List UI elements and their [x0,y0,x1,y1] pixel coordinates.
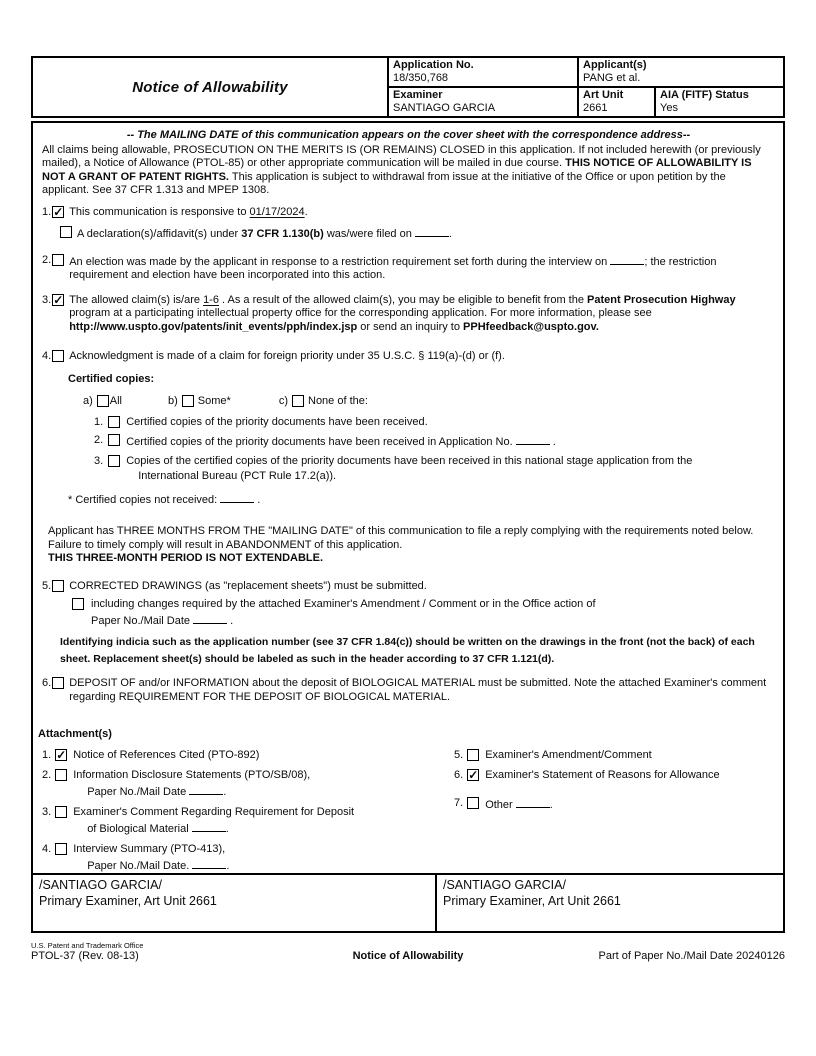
attachment-5-number: 5. [454,748,464,761]
attachment-2-text [73,769,454,799]
item-3-run-4: or send an inquiry to [357,320,464,333]
certified-sub-2 [42,434,775,450]
attachment-2 [42,769,454,799]
checkbox-attachment-6[interactable]: ✓ [468,768,479,782]
checkbox-attachment-5[interactable] [467,749,479,761]
item-1 [42,206,775,220]
blank-line [220,492,254,503]
item-5-sub [42,598,775,628]
certified-copies-label: Certified copies: [68,372,155,385]
item-4-text: Acknowledgment is made of a claim for foreign priority under 35 U.S.C. § 119(a)-(d) or (f). [69,350,505,362]
certified-sub-2-number: 2. [94,434,104,446]
checkbox-certified-sub-2[interactable] [108,434,120,446]
item-1-sub [42,226,775,242]
item-1-sub-run-1: A declaration(s)/affidavit(s) under [77,228,242,240]
checkbox-certified-all[interactable] [97,395,109,407]
certified-option-some [168,395,231,409]
identifying-indicia-note: Identifying indicia such as the application number (see 37 CFR 1.84(c)) should be written on the drawings in the front (not the back) of each sheet. Replacement sheet(s) should be labeled as such in the header according to 37 CFR 1.121(d). [60,636,755,665]
attachment-4-line-1: Interview Summary (PTO-413), [73,843,226,855]
checkbox-item-3[interactable]: ✓ [53,292,64,307]
certified-sub-1-number: 1. [94,415,104,428]
form-title: Notice of Allowability [132,78,288,96]
attachment-7-text [485,797,775,813]
certified-sub-2-run-1: Certified copies of the priority documents have been received in Application No. [126,436,516,448]
application-no-cell [389,58,579,86]
examiner-value: SANTIAGO GARCIA [393,102,496,114]
blank-line [415,226,449,237]
item-2 [42,254,775,283]
certified-abc-row [42,395,775,409]
attachment-7-run-2: . [549,798,553,811]
checkbox-attachment-1[interactable]: ✓ [56,747,67,762]
checkbox-item-4[interactable] [52,350,64,362]
attachment-7-run-1: Other [485,798,516,811]
item-1-run-2: . [304,205,308,218]
item-3 [42,294,775,335]
examiner-cell [389,88,579,116]
blank-line [193,613,227,624]
header-row-2 [389,88,783,116]
attachments-heading: Attachment(s) [38,728,112,740]
item-5-sub-line-2-run-1: Paper No./Mail Date [91,614,194,627]
attachment-7 [454,797,775,813]
item-1-number: 1. [42,205,52,218]
attachment-7-number: 7. [454,796,464,809]
intro-paragraph [42,144,775,198]
item-1-text [69,206,775,220]
form-body [31,121,785,933]
item-5 [42,580,775,594]
three-month-bold: THIS THREE-MONTH PERIOD IS NOT EXTENDABLE. [48,552,324,564]
attachment-3 [42,806,454,836]
checkbox-certified-sub-3[interactable] [108,455,120,467]
checkbox-certified-sub-1[interactable] [108,416,120,428]
signature-box [33,873,783,931]
certified-sub-1-text: Certified copies of the priority documents have been received. [126,415,428,428]
item-2-number: 2. [42,253,52,266]
item-6-number: 6. [42,677,52,689]
application-no-value: 18/350,768 [393,72,449,84]
certified-footnote [42,492,775,508]
attachment-3-line-2 [73,821,454,837]
attachment-2-line-1: Information Disclosure Statements (PTO/SB/08), [73,769,311,781]
attachment-4-line-2-run-2: . [226,859,230,872]
footer-form-number: PTOL-37 (Rev. 08-13) [31,950,139,962]
header-table [31,56,785,118]
certified-sub-3-number: 3. [94,454,104,467]
applicants-label: Applicant(s) [583,59,647,71]
item-2-run-1: An election was made by the applicant in response to a restriction requirement set forth during the interview on [69,255,611,268]
form-title-cell [33,58,389,116]
certified-sub-2-run-2: . [549,436,556,448]
attachment-2-line-2-run-1: Paper No./Mail Date [87,785,190,798]
blank-line [189,784,223,795]
checkbox-item-1[interactable]: ✓ [53,204,64,219]
attachment-1-number: 1. [42,748,52,761]
checkbox-item-5-including[interactable] [72,598,84,610]
item-3-number: 3. [42,293,52,306]
blank-line [610,254,644,265]
allowed-claims: 1-6 [203,293,219,306]
form-sheet [31,56,785,933]
checkbox-attachment-4[interactable] [55,843,67,855]
header-fields [389,58,783,116]
certified-footnote-run-1: * Certified copies not received: [68,493,221,506]
item-3-run-3: program at a participating intellectual property office for the corresponding application. For more information, please see [69,307,652,319]
attachment-5-text: Examiner's Amendment/Comment [485,748,652,761]
certified-sub-3-line-2: International Bureau (PCT Rule 17.2(a)). [138,470,337,482]
intro-run-2: This application is subject to withdrawal from issue at the initiative of the Office or upon petition by the applicant. See 37 CFR 1.313 and MPEP 1308. [42,170,726,196]
footer-paper-no: Part of Paper No./Mail Date 20240126 [598,950,785,962]
attachments-left-column [42,742,454,874]
examiner-label: Examiner [393,89,443,101]
intro-run-1: All claims being allowable, PROSECUTION ON THE MERITS IS (OR REMAINS) CLOSED in this application. If not included herewith (or previously mailed), a Notice of Allowance (PTOL-85) or other appropriate communication will be mailed in due course. [42,143,761,169]
responsive-date: 01/17/2024 [249,205,305,218]
certified-sub-2-text [126,434,775,450]
item-3-text [69,294,775,335]
item-4 [42,350,775,364]
aia-status-cell [656,88,783,116]
item-3-bold-pph: Patent Prosecution Highway [587,293,736,306]
art-unit-cell [579,88,656,116]
page-footer [31,941,785,963]
option-b-label: b) [168,395,178,407]
signature-right-title: Primary Examiner, Art Unit 2661 [443,894,621,908]
certified-sub-3 [42,455,775,484]
blank-line [516,434,550,445]
attachment-3-line-2-run-2: . [225,822,229,835]
item-6-text: DEPOSIT OF and/or INFORMATION about the deposit of BIOLOGICAL MATERIAL must be submitted. Note the attached Examiner's comment regarding REQUIREMENT FOR THE DEPOSIT OF BIOLOGICAL MATERIAL. [69,677,767,703]
item-3-bold-url: http://www.uspto.gov/patents/init_events/pph/index.jsp [69,320,358,333]
mailing-date-note: -- The MAILING DATE of this communication appears on the cover sheet with the correspondence address-- [126,129,691,141]
attachment-3-number: 3. [42,806,52,818]
attachment-4-text [73,843,454,873]
option-b-text: Some* [197,395,231,407]
attachment-4-line-2-run-1: Paper No./Mail Date. [87,859,193,872]
attachment-6 [454,769,775,783]
three-month-paragraph [42,525,775,566]
certified-sub-1 [42,416,775,430]
checkbox-certified-some[interactable] [182,395,194,407]
attachment-5 [454,749,775,763]
attachment-4-number: 4. [42,843,52,855]
attachment-2-line-2-run-2: . [223,785,227,798]
item-5-sub-text [91,598,596,628]
item-1-sub-text [77,226,775,242]
signature-right [437,875,783,931]
blank-line [192,858,226,869]
attachment-4-line-2 [73,858,454,874]
item-1-sub-bold: 37 CFR 1.130(b) [241,228,324,240]
certified-option-none [279,395,368,409]
aia-status-label: AIA (FITF) Status [660,89,749,101]
attachments-right-column [454,742,775,874]
item-3-run-1: The allowed claim(s) is/are [69,293,204,306]
certified-sub-3-text [126,455,775,484]
attachment-1 [42,749,454,763]
option-a-text: All [109,395,123,407]
aia-status-value: Yes [660,102,678,114]
signature-left-title: Primary Examiner, Art Unit 2661 [39,894,217,908]
item-1-sub-run-2: was/were filed on [323,228,415,240]
item-3-run-2: . As a result of the allowed claim(s), you may be eligible to benefit from the [218,293,588,306]
item-3-bold-email: PPHfeedback@uspto.gov. [463,320,599,333]
header-row-1 [389,58,783,88]
item-5-text: CORRECTED DRAWINGS (as "replacement sheets") must be submitted. [69,579,427,592]
applicants-cell [579,58,783,86]
attachment-3-text [73,806,454,836]
item-2-run-2: ; the restriction requirement and election have been incorporated into this action. [69,255,717,281]
attachment-3-line-2-run-1: of Biological Material [87,822,192,835]
item-6 [42,677,775,704]
footer-form-title: Notice of Allowability [352,950,464,962]
attachment-3-line-1: Examiner's Comment Regarding Requirement for Deposit [73,806,355,818]
attachment-2-number: 2. [42,769,52,781]
checkbox-item-1-declaration[interactable] [60,226,72,238]
signature-left-name: /SANTIAGO GARCIA/ [39,878,162,892]
blank-line [516,797,550,808]
application-no-label: Application No. [393,59,474,71]
footer-office: U.S. Patent and Trademark Office [31,941,144,950]
attachment-2-line-2 [73,784,454,800]
item-1-run-1: This communication is responsive to [69,205,250,218]
intro-bold-run: THIS NOTICE OF ALLOWABILITY IS NOT A GRANT OF PATENT RIGHTS. [42,157,752,183]
art-unit-label: Art Unit [583,89,624,101]
certified-footnote-run-2: . [254,493,261,506]
item-1-sub-run-3: . [448,228,452,240]
item-5-sub-line-2 [91,613,596,629]
certified-sub-3-line-1: Copies of the certified copies of the priority documents have been received in this national stage application from the [126,454,693,467]
three-month-run-1: Applicant has THREE MONTHS FROM THE "MAILING DATE" of this communication to file a reply complying with the requirements noted below. Failure to timely comply will result in ABANDONMENT of this application. [48,525,754,551]
applicants-value: PANG et al. [583,72,641,84]
signature-left [33,875,437,931]
checkbox-item-2[interactable] [52,254,64,266]
checkbox-item-5[interactable] [52,580,64,592]
attachment-6-number: 6. [454,769,464,781]
footer-row [31,950,785,963]
option-c-text: None of the: [308,395,368,407]
blank-line [192,821,226,832]
item-5-sub-line-2-run-2: . [227,614,234,627]
option-c-label: c) [278,395,288,407]
signature-right-name: /SANTIAGO GARCIA/ [443,878,566,892]
attachment-4 [42,843,454,873]
attachments-columns [42,742,775,874]
attachment-6-text: Examiner's Statement of Reasons for Allowance [485,769,720,781]
checkbox-certified-none[interactable] [292,395,304,407]
certified-option-all [83,395,122,409]
item-5-number: 5. [42,579,52,592]
checkbox-attachment-2[interactable] [55,769,67,781]
checkbox-attachment-7[interactable] [467,797,479,809]
option-a-label: a) [83,395,93,407]
item-5-sub-line-1: including changes required by the attached Examiner's Amendment / Comment or in the Office action of [91,598,596,610]
attachment-1-text: Notice of References Cited (PTO-892) [73,748,260,761]
art-unit-value: 2661 [583,102,608,114]
checkbox-attachment-3[interactable] [55,806,67,818]
checkbox-item-6[interactable] [52,677,64,689]
item-2-text [69,254,775,283]
item-4-number: 4. [42,350,52,362]
